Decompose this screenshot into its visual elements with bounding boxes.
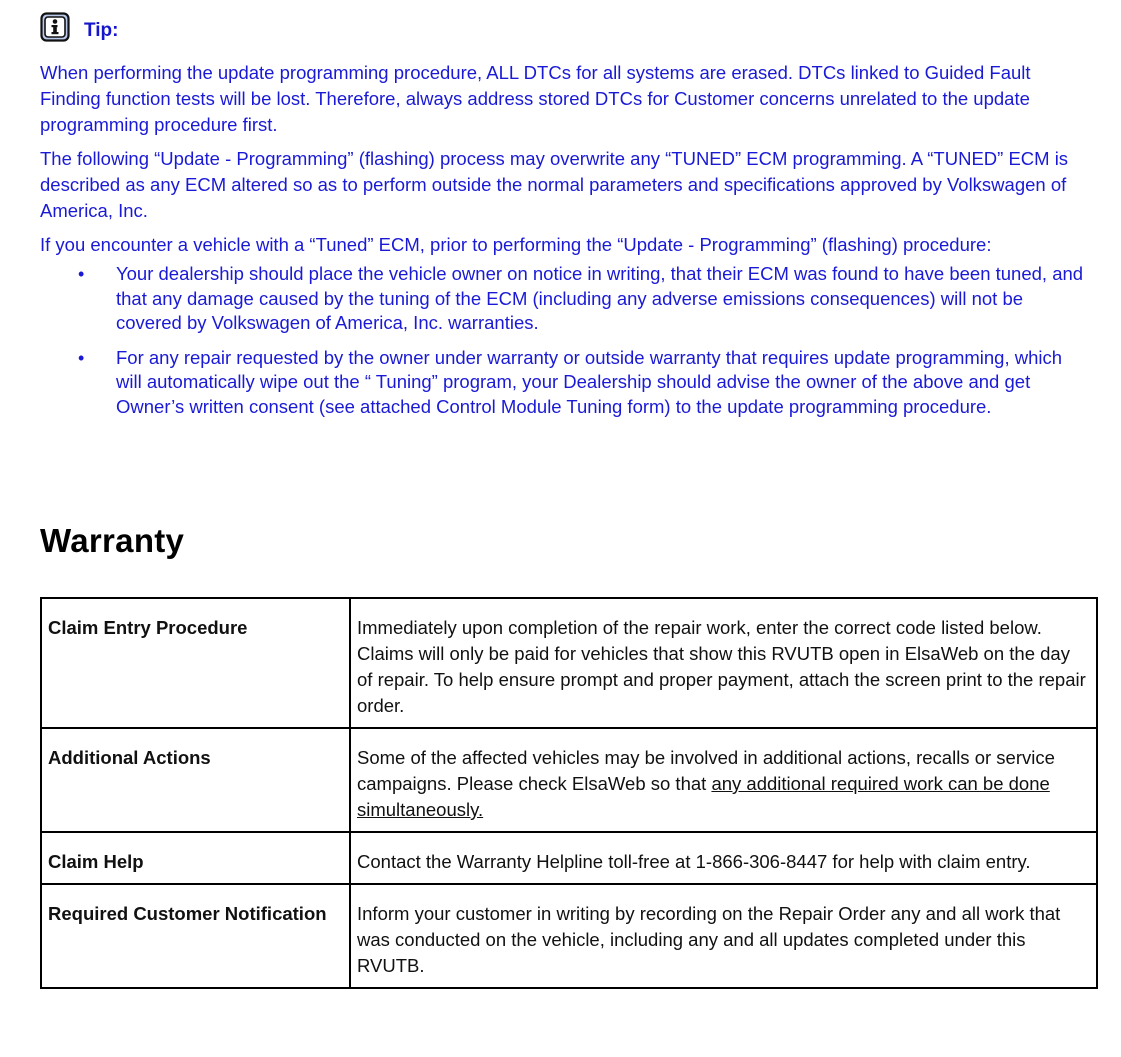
row-text: Inform your customer in writing by recording on the Repair Order any and all work that was conducted on the vehicle, including any and all updates completed under this RVUTB. (350, 884, 1097, 988)
tip-header (40, 12, 118, 42)
tip-bullet-text: Your dealership should place the vehicle owner on notice in writing, that their ECM was found to have been tuned, and that any damage caused by the tuning of the ECM (including any adverse emissions consequences) will not be covered by Volkswagen of America, Inc. warranties. (116, 263, 1084, 333)
row-text-cell (350, 728, 1097, 832)
row-label: Additional Actions (41, 728, 350, 832)
table-row (41, 884, 1097, 988)
tip-bullet-item (40, 262, 1085, 336)
tip-label: Tip: (84, 20, 119, 41)
row-text: Contact the Warranty Helpline toll-free at 1-866-306-8447 for help with claim entry. (350, 832, 1097, 884)
underlined-text: any additional required work can be done simultaneously. (357, 773, 1050, 820)
row-label: Claim Entry Procedure (41, 598, 350, 728)
tip-paragraph: The following “Update - Programming” (flashing) process may overwrite any “TUNED” ECM programming. A “TUNED” ECM is described as any ECM altered so as to perform outside the normal parameters and specifications approved by Volkswagen of America, Inc. (40, 148, 1069, 221)
table-row (41, 728, 1097, 832)
table-row (41, 832, 1097, 884)
row-label: Required Customer Notification (41, 884, 350, 988)
bullet-icon: • (78, 264, 85, 284)
tip-body (40, 60, 1085, 429)
row-text: Immediately upon completion of the repair work, enter the correct code listed below. Claims will only be paid for vehicles that show this RVUTB open in ElsaWeb on the day of repair. To help ensure prompt and proper payment, attach the screen print to the repair order. (350, 598, 1097, 728)
row-label: Claim Help (41, 832, 350, 884)
warranty-title: Warranty (40, 522, 185, 559)
tip-bullet-text: For any repair requested by the owner under warranty or outside warranty that requires update programming, which will automatically wipe out the “ Tuning” program, your Dealership should advise the owner of the above and get Owner’s written consent (see attached Control Module Tuning form) to the update programming procedure. (116, 346, 1063, 417)
tip-paragraph: If you encounter a vehicle with a “Tuned” ECM, prior to performing the “Update - Programming” (flashing) procedure: (40, 234, 992, 255)
info-icon (40, 12, 70, 42)
tip-bullet-item (40, 346, 1085, 420)
row-text: Some of the affected vehicles may be involved in additional actions, recalls or service campaigns. Please check ElsaWeb so that (357, 747, 1055, 794)
tip-bullet-list (40, 262, 1085, 419)
bullet-icon: • (78, 347, 85, 368)
tip-paragraph: When performing the update programming procedure, ALL DTCs for all systems are erased. DTCs linked to Guided Fault Finding function tests will be lost. Therefore, always address stored DTCs for Customer concerns unrelated to the update programming procedure first. (40, 62, 1031, 135)
table-row (41, 598, 1097, 728)
warranty-table (40, 597, 1098, 989)
